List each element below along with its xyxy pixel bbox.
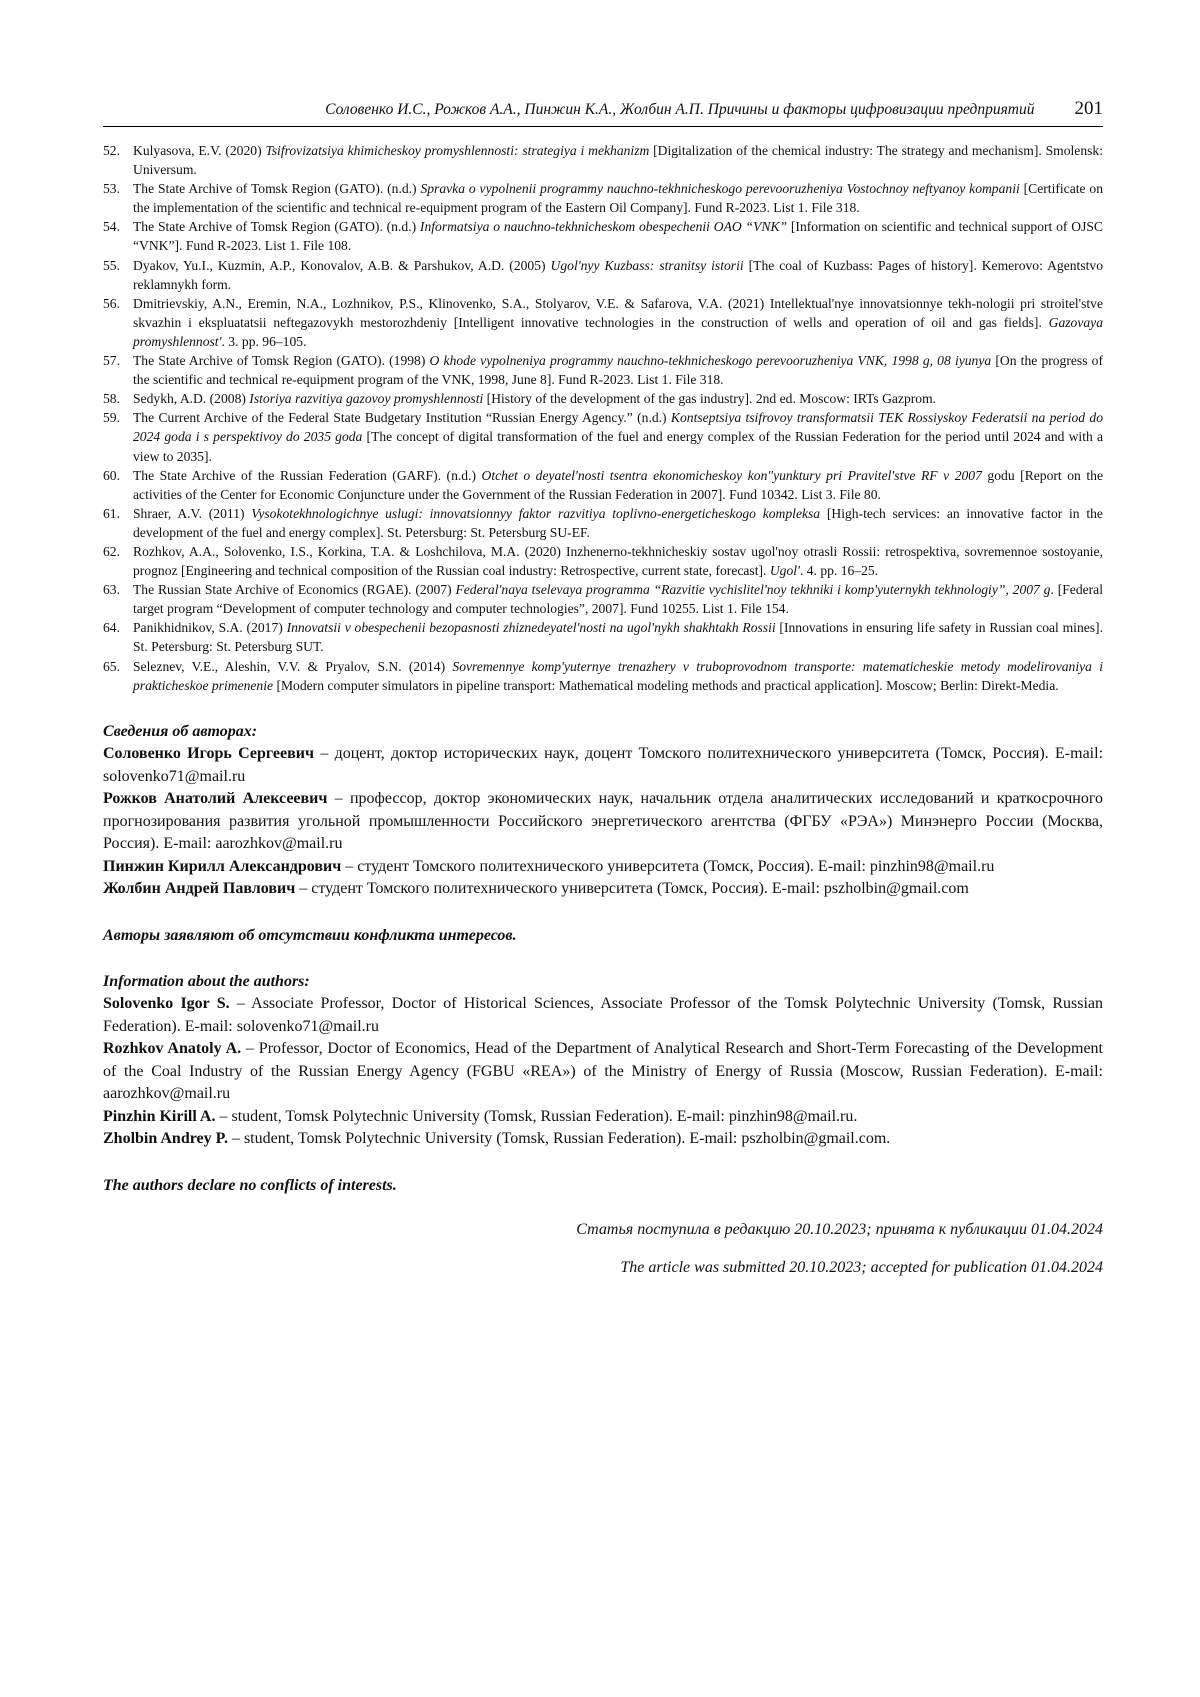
- author-entry: Rozhkov Anatoly A. – Professor, Doctor of Economics, Head of the Department of Analytical Research and Short-Term Forecasting of the Development of the Coal Industry of the Russian Energy Agency (FGBU «REA») of the Ministry of Energy of Russia (Moscow, Russian Federation). E-mail: aarozhkov@mail.ru: [103, 1038, 1103, 1106]
- author-entry: Pinzhin Kirill A. – student, Tomsk Polytechnic University (Tomsk, Russian Federation). E-mail: pinzhin98@mail.ru.: [103, 1106, 1103, 1129]
- page: [103, 98, 1103, 1297]
- author-entry: Соловенко Игорь Сергеевич – доцент, доктор исторических наук, доцент Томского политехнического университета (Томск, Россия). E-mail: solovenko71@mail.ru: [103, 743, 1103, 788]
- reference-item: 52. Kulyasova, E.V. (2020) Tsifrovizatsiya khimicheskoy promyshlennosti: strategiya i mekhanizm [Digitalization of the chemical industry: The strategy and mechanism]. Smolensk: Universum.: [103, 141, 1103, 179]
- conflict-declaration-en: The authors declare no conflicts of interests.: [103, 1177, 1103, 1195]
- reference-item: 58. Sedykh, A.D. (2008) Istoriya razvitiya gazovoy promyshlennosti [History of the development of the gas industry]. 2nd ed. Moscow: IRTs Gazprom.: [103, 389, 1103, 408]
- authors-ru-title: Сведения об авторах:: [103, 721, 1103, 744]
- reference-list: [103, 141, 1103, 695]
- reference-item: 62. Rozhkov, A.A., Solovenko, I.S., Korkina, T.A. & Loshchilova, M.A. (2020) Inzhenerno-tekhnicheskiy sostav ugol'noy otrasli Rossii: retrospektiva, sovremennoe sostoyanie, prognoz [Engineering and technical composition of the Russian coal industry: Retrospective, current state, forecast]. Ugol'. 4. pp. 16–25.: [103, 542, 1103, 580]
- reference-item: 59. The Current Archive of the Federal State Budgetary Institution “Russian Energy Agency.” (n.d.) Kontseptsiya tsifrovoy transformatsii TEK Rossiyskoy Federatsii na period do 2024 goda i s perspektivoy do 2035 goda [The concept of digital transformation of the fuel and energy complex of the Russian Federation for the period until 2024 and with a view to 2035].: [103, 408, 1103, 465]
- reference-item: 56. Dmitrievskiy, A.N., Eremin, N.A., Lozhnikov, P.S., Klinovenko, S.A., Stolyarov, V.E. & Safarova, V.A. (2021) Intellektual'nye innovatsionnye tekh-nologii pri stroitel'stve skvazhin i ekspluatatsii neftegazovykh mestorozhdeniy [Intelligent innovative technologies in the construction of wells and operation of oil and gas fields]. Gazovaya promyshlennost'. 3. pp. 96–105.: [103, 294, 1103, 351]
- author-entry: Жолбин Андрей Павлович – студент Томского политехнического университета (Томск, Россия). E-mail: pszholbin@gmail.com: [103, 878, 1103, 901]
- authors-ru-section: [103, 721, 1103, 901]
- reference-item: 55. Dyakov, Yu.I., Kuzmin, A.P., Konovalov, A.B. & Parshukov, A.D. (2005) Ugol'nyy Kuzbass: stranitsy istorii [The coal of Kuzbass: Pages of history]. Kemerovo: Agentstvo reklamnykh form.: [103, 256, 1103, 294]
- conflict-declaration-ru: Авторы заявляют об отсутствии конфликта интересов.: [103, 927, 1103, 945]
- reference-item: 53. The State Archive of Tomsk Region (GATO). (n.d.) Spravka o vypolnenii programmy nauchno-tekhnicheskogo perevooruzheniya Vostochnoy neftyanoy kompanii [Certificate on the implementation of the scientific and technical re-equipment program of the Eastern Oil Company]. Fund R-2023. List 1. File 318.: [103, 179, 1103, 217]
- reference-item: 57. The State Archive of Tomsk Region (GATO). (1998) O khode vypolneniya programmy nauchno-tekhnicheskogo perevooruzheniya VNK, 1998 g, 08 iyunya [On the progress of the scientific and technical re-equipment program of the VNK, 1998, June 8]. Fund R-2023. List 1. File 318.: [103, 351, 1103, 389]
- dates-en: The article was submitted 20.10.2023; accepted for publication 01.04.2024: [103, 1259, 1103, 1277]
- authors-en-title: Information about the authors:: [103, 971, 1103, 994]
- author-entry: Рожков Анатолий Алексеевич – профессор, доктор экономических наук, начальник отдела аналитических исследований и краткосрочного прогнозирования развития угольной промышленности Российского энергетического агентства (ФГБУ «РЭА») Минэнерго России (Москва, Россия). E-mail: aarozhkov@mail.ru: [103, 788, 1103, 856]
- reference-item: 60. The State Archive of the Russian Federation (GARF). (n.d.) Otchet o deyatel'nosti tsentra ekonomicheskoy kon"yunktury pri Pravitel'stve RF v 2007 godu [Report on the activities of the Center for Economic Conjuncture under the Government of the Russian Federation in 2007]. Fund 10342. List 3. File 80.: [103, 466, 1103, 504]
- authors-en-section: [103, 971, 1103, 1151]
- author-entry: Solovenko Igor S. – Associate Professor, Doctor of Historical Sciences, Associate Professor of the Tomsk Polytechnic University (Tomsk, Russian Federation). E-mail: solovenko71@mail.ru: [103, 993, 1103, 1038]
- author-entry: Пинжин Кирилл Александрович – студент Томского политехнического университета (Томск, Россия). E-mail: pinzhin98@mail.ru: [103, 856, 1103, 879]
- reference-item: 65. Seleznev, V.E., Aleshin, V.V. & Pryalov, S.N. (2014) Sovremennye komp'yuternye trenazhery v truboprovodnom transporte: matematicheskie metody modelirovaniya i prakticheskoe primenenie [Modern computer simulators in pipeline transport: Mathematical modeling methods and practical application]. Moscow; Berlin: Direkt-Media.: [103, 657, 1103, 695]
- reference-item: 54. The State Archive of Tomsk Region (GATO). (n.d.) Informatsiya o nauchno-tekhnicheskom obespechenii OAO “VNK” [Information on scientific and technical support of OJSC “VNK”]. Fund R-2023. List 1. File 108.: [103, 217, 1103, 255]
- running-title: Соловенко И.С., Рожков А.А., Пинжин К.А., Жолбин А.П. Причины и факторы цифровизации предприятий: [325, 101, 1034, 119]
- author-entry: Zholbin Andrey P. – student, Tomsk Polytechnic University (Tomsk, Russian Federation). E-mail: pszholbin@gmail.com.: [103, 1128, 1103, 1151]
- submission-dates: [103, 1221, 1103, 1277]
- reference-item: 64. Panikhidnikov, S.A. (2017) Innovatsii v obespechenii bezopasnosti zhiznedeyatel'nosti na ugol'nykh shakhtakh Rossii [Innovations in ensuring life safety in Russian coal mines]. St. Petersburg: St. Petersburg SUT.: [103, 618, 1103, 656]
- reference-item: 63. The Russian State Archive of Economics (RGAE). (2007) Federal'naya tselevaya programma “Razvitie vychislitel'noy tekhniki i komp'yuternykh tekhnologiy”, 2007 g. [Federal target program “Development of computer technology and computer technologies”, 2007]. Fund 10255. List 1. File 154.: [103, 580, 1103, 618]
- page-number: 201: [1075, 98, 1104, 120]
- dates-ru: Статья поступила в редакцию 20.10.2023; принята к публикации 01.04.2024: [103, 1221, 1103, 1239]
- reference-item: 61. Shraer, A.V. (2011) Vysokotekhnologichnye uslugi: innovatsionnyy faktor razvitiya toplivno-energeticheskogo kompleksa [High-tech services: an innovative factor in the development of the fuel and energy complex]. St. Petersburg: St. Petersburg SU-EF.: [103, 504, 1103, 542]
- running-header: [103, 98, 1103, 127]
